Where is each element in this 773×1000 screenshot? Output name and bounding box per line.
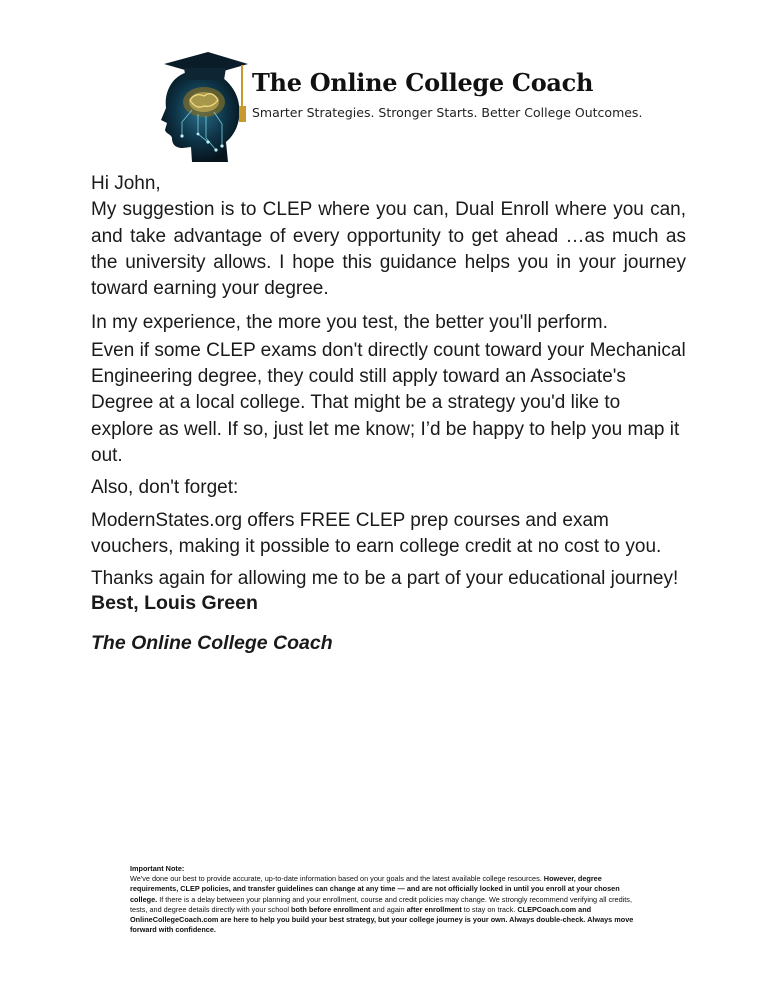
paragraph-suggestion: My suggestion is to CLEP where you can, Dual Enroll where you can, and take advantage of every opportunity to get ahead …as much as the university allows. I hope this guidance helps you in your journey toward earning your degree. [91,199,686,300]
paragraph-dont-forget: Also, don't forget: [91,477,239,499]
greeting: Hi John, [91,173,161,194]
note-text: to stay on track. [461,904,518,914]
important-note [130,864,640,935]
paragraph-thanks: Thanks again for allowing me to be a part of your educational journey! [91,568,679,590]
note-text: If there is a delay between your planning and your enrollment, course and credit policies may change. We strongly recommend verifying all credits, tests, and degree details directly with your school [130,894,632,914]
note-emphasis: both before enrollment [291,904,371,914]
paragraph-experience: In my experience, the more you test, the better you'll perform. [91,312,608,334]
paragraph-modern-states: ModernStates.org offers FREE CLEP prep courses and exam vouchers, making it possible to earn college credit at no cost to you. [91,509,662,557]
sign-off: Best, Louis Green [91,592,258,615]
note-text: We've done our best to provide accurate, up-to-date information based on your goals and the latest available college resources. [130,874,544,884]
graduate-brain-head-icon [158,50,250,168]
signature-brand: The Online College Coach [91,632,333,655]
note-text: and again [370,904,407,914]
note-title: Important Note: [130,864,185,873]
note-emphasis: CLEPCoach.com and OnlineCollegeCoach.com are here to help you build your best strategy, but your college journey is your own. Always double-check. Always move forward with confidence. [130,904,634,935]
brand-title: The Online College Coach [252,68,594,97]
paragraph-associate-degree: Even if some CLEP exams don't directly count toward your Mechanical Engineering degree, they could still apply toward an Associate's Degree at a local college. That might be a strategy you'd like to explore as well. If so, just let me know; I’d be happy to help you map it out. [91,339,686,466]
letter-body [91,171,686,657]
note-emphasis: However, degree requirements, CLEP policies, and transfer guidelines can change at any time — and are not officially locked in until you enroll at your chosen college. [130,874,620,904]
note-emphasis: after enrollment [406,904,462,914]
brand-tagline: Smarter Strategies. Stronger Starts. Better College Outcomes. [252,105,643,120]
header [158,50,643,168]
